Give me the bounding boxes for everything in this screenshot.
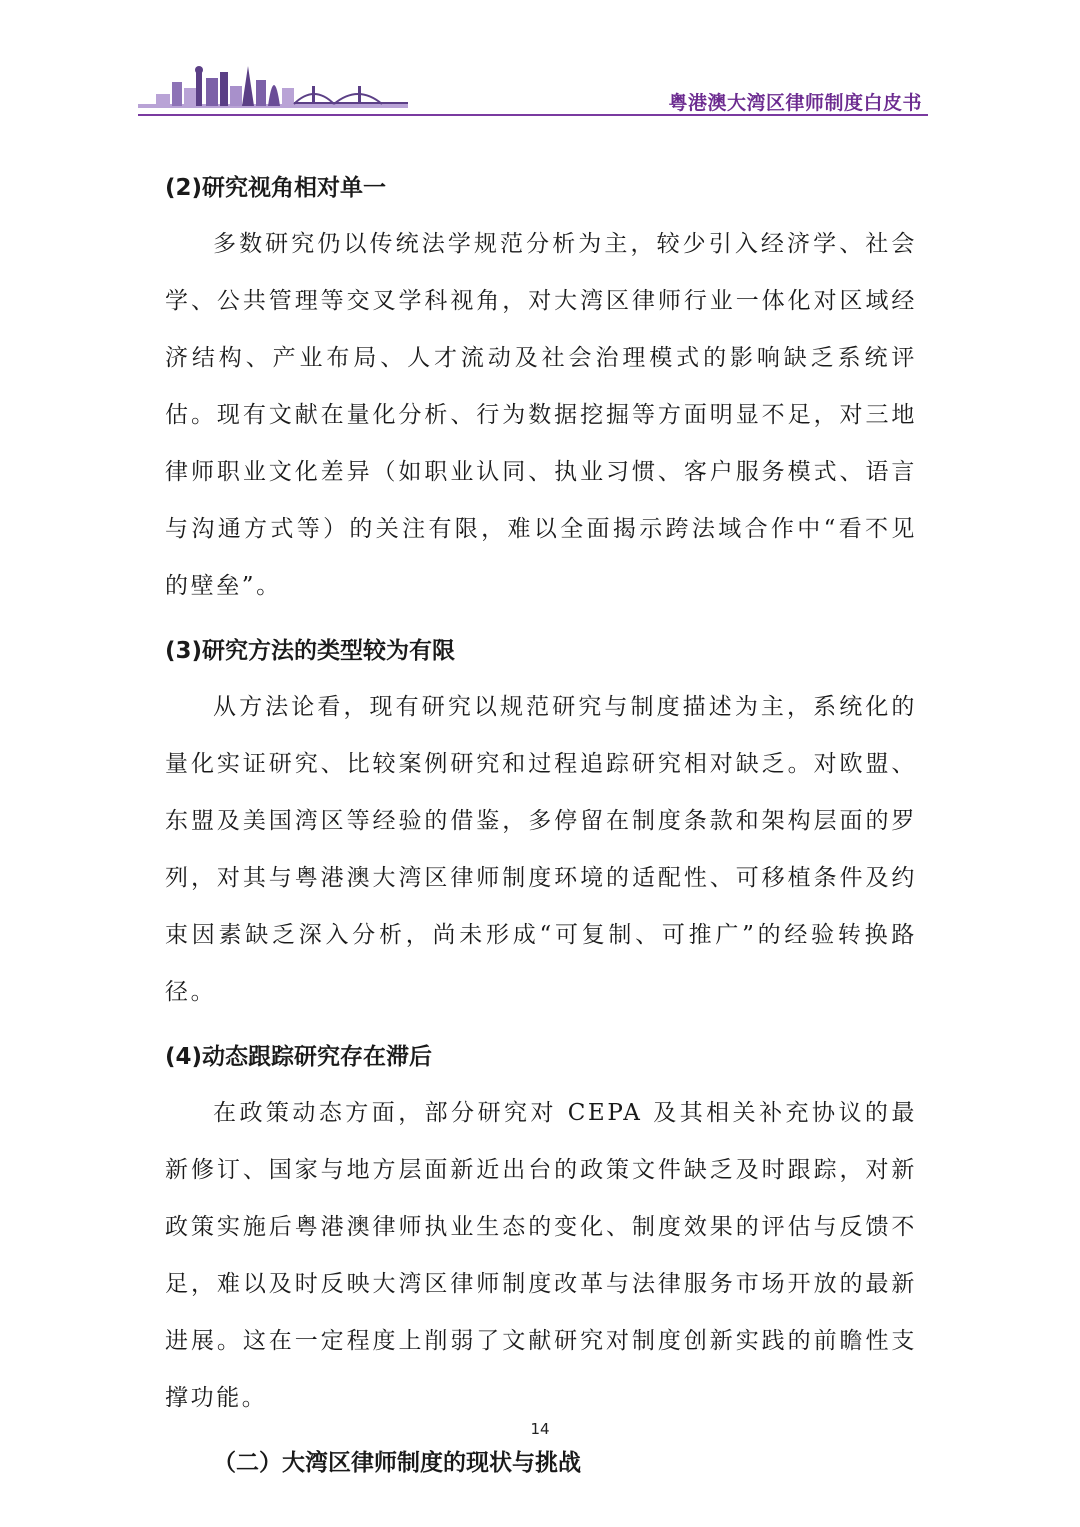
subsection-heading: （二）大湾区律师制度的现状与挑战 — [213, 1450, 581, 1476]
header-divider — [138, 114, 928, 116]
section-paragraph-2: 多数研究仍以传统法学规范分析为主，较少引入经济学、社会学、公共管理等交叉学科视角，对大湾区律师行业一体化对区域经济结构、产业布局、人才流动及社会治理模式的影响缺乏系统评估。现有文献在量化分析、行为数据挖掘等方面明显不足，对三地律师职业文化差异（如职业认同、执业习惯、客户服务模式、语言与沟通方式等）的关注有限，难以全面揭示跨法域合作中“看不见的壁垒”。 — [165, 231, 917, 599]
page-body — [165, 160, 917, 1491]
page-number: 14 — [530, 1420, 550, 1438]
section-heading-4: (4)动态跟踪研究存在滞后 — [165, 1044, 433, 1070]
section-heading-3: (3)研究方法的类型较为有限 — [165, 638, 456, 664]
section-paragraph-3: 从方法论看，现有研究以规范研究与制度描述为主，系统化的量化实证研究、比较案例研究和过程追踪研究相对缺乏。对欧盟、东盟及美国湾区等经验的借鉴，多停留在制度条款和架构层面的罗列，对其与粤港澳大湾区律师制度环境的适配性、可移植条件及约束因素缺乏深入分析，尚未形成“可复制、可推广”的经验转换路径。 — [165, 694, 917, 1005]
page-header — [138, 60, 928, 118]
section-heading-2: (2)研究视角相对单一 — [165, 175, 387, 201]
city-skyline-logo — [138, 60, 418, 116]
document-title: 粤港澳大湾区律师制度白皮书 — [668, 92, 922, 114]
section-paragraph-4: 在政策动态方面，部分研究对 CEPA 及其相关补充协议的最新修订、国家与地方层面新近出台的政策文件缺乏及时跟踪，对新政策实施后粤港澳律师执业生态的变化、制度效果的评估与反馈不足，难以及时反映大湾区律师制度改革与法律服务市场开放的最新进展。这在一定程度上削弱了文献研究对制度创新实践的前瞻性支撑功能。 — [165, 1100, 917, 1411]
